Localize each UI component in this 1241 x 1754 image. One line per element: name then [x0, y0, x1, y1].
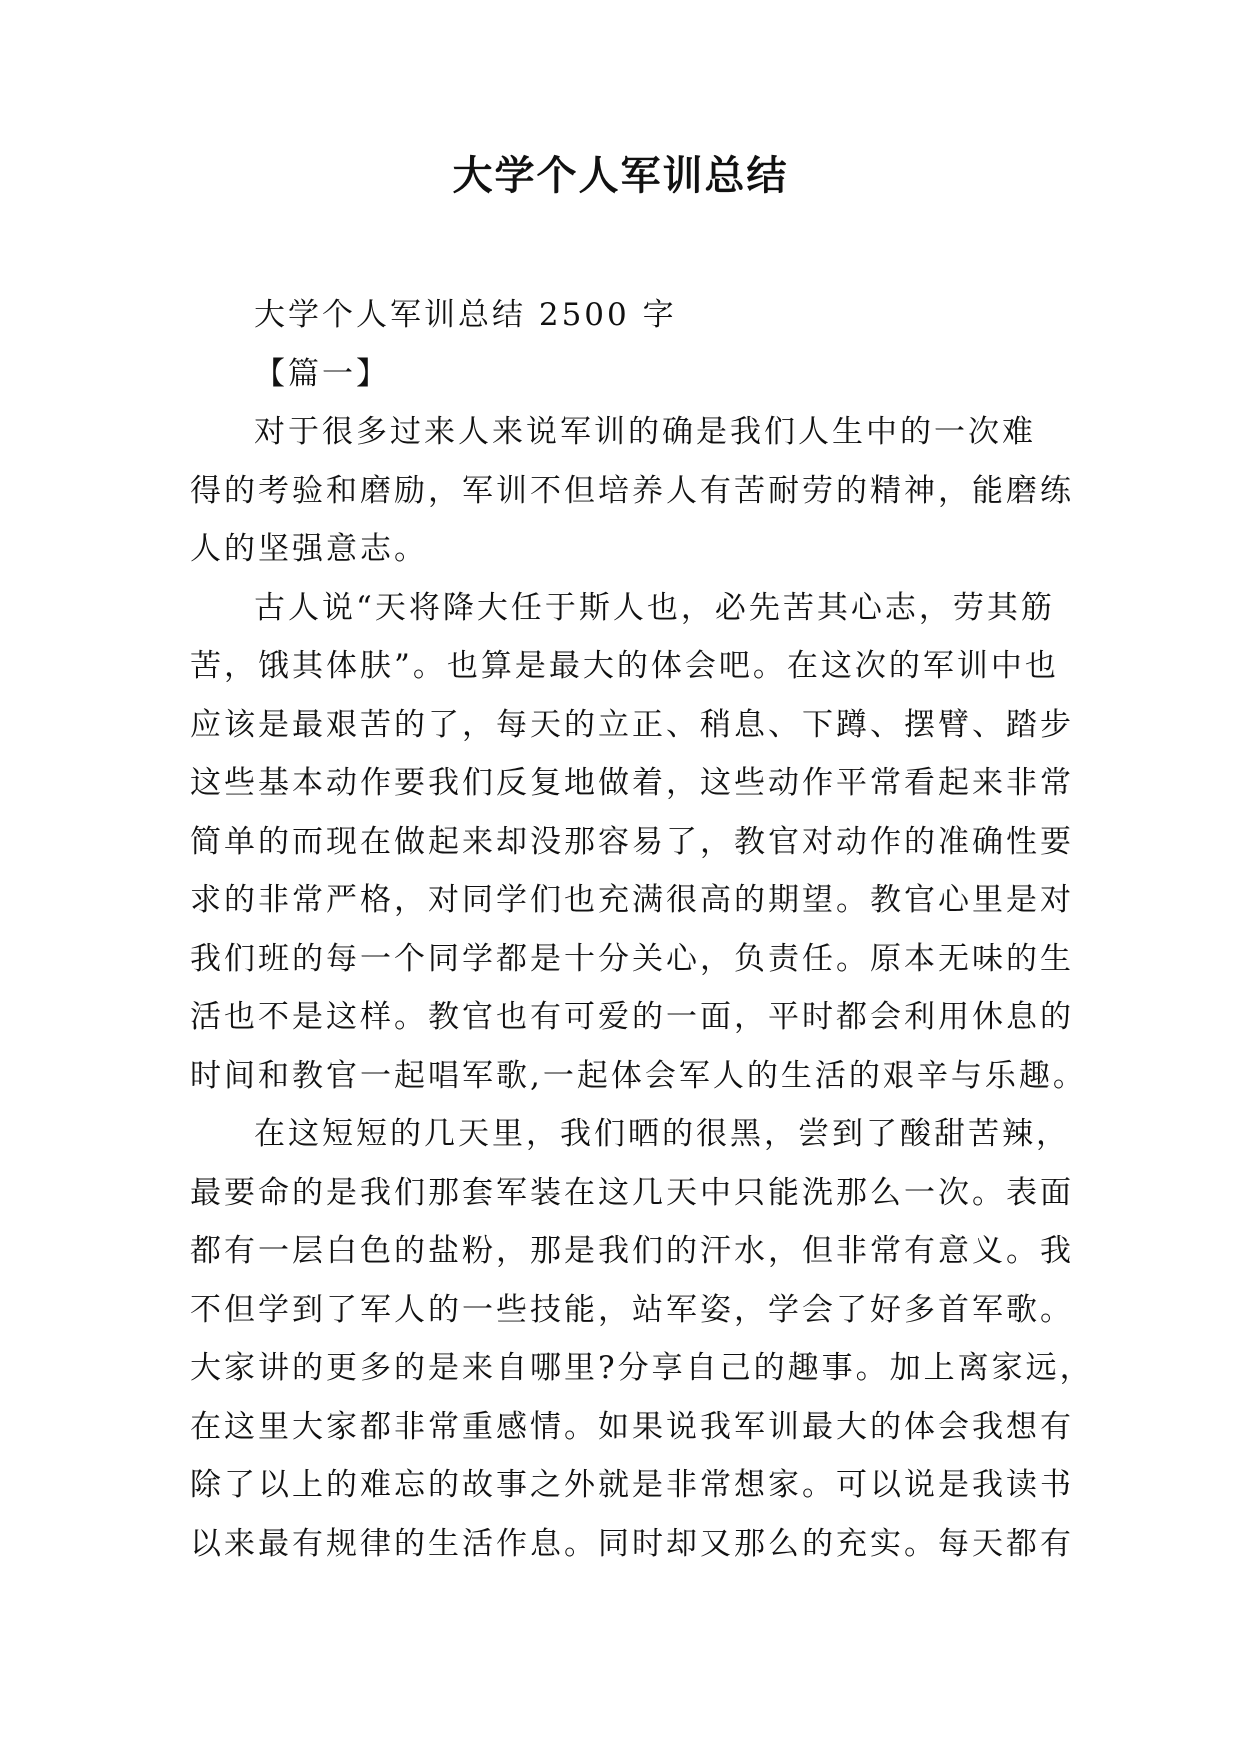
section-heading: 【篇一】 — [254, 355, 390, 392]
paragraph-line: 人的坚强意志。 — [190, 531, 428, 567]
paragraph-line: 简单的而现在做起来却没那容易了，教官对动作的准确性要 — [190, 823, 1074, 860]
document-body — [190, 286, 1094, 1573]
paragraph-line: 在这短短的几天里，我们晒的很黑，尝到了酸甜苦辣， — [254, 1116, 1070, 1152]
paragraph-line: 以来最有规律的生活作息。同时却又那么的充实。每天都有 — [190, 1525, 1074, 1562]
document-subtitle: 大学个人军训总结 2500 字 — [254, 297, 677, 333]
paragraph-line: 我们班的每一个同学都是十分关心，负责任。原本无味的生 — [190, 940, 1074, 977]
paragraph-line: 在这里大家都非常重感情。如果说我军训最大的体会我想有 — [190, 1408, 1074, 1445]
paragraph-line: 不但学到了军人的一些技能，站军姿，学会了好多首军歌。 — [190, 1291, 1074, 1328]
paragraph-line: 除了以上的难忘的故事之外就是非常想家。可以说是我读书 — [190, 1467, 1074, 1503]
paragraph-line: 都有一层白色的盐粉，那是我们的汗水，但非常有意义。我 — [190, 1233, 1074, 1269]
paragraph-line: 大家讲的更多的是来自哪里?分享自己的趣事。加上离家远， — [190, 1350, 1094, 1386]
paragraph-line: 应该是最艰苦的了，每天的立正、稍息、下蹲、摆臂、踏步 — [190, 706, 1074, 743]
paragraph-line: 时间和教官一起唱军歌,一起体会军人的生活的艰辛与乐趣。 — [190, 1057, 1087, 1094]
paragraph-line: 得的考验和磨励，军训不但培养人有苦耐劳的精神，能磨练 — [190, 472, 1074, 509]
paragraph-line: 求的非常严格，对同学们也充满很高的期望。教官心里是对 — [190, 882, 1074, 918]
paragraph-line: 最要命的是我们那套军装在这几天中只能洗那么一次。表面 — [190, 1174, 1074, 1211]
paragraph-line: 苦，饿其体肤”。也算是最大的体会吧。在这次的军训中也 — [190, 648, 1059, 684]
paragraph-line: 活也不是这样。教官也有可爱的一面，平时都会利用休息的 — [190, 999, 1074, 1035]
document-title: 大学个人军训总结 — [452, 153, 789, 199]
paragraph-line: 对于很多过来人来说军训的确是我们人生中的一次难 — [254, 414, 1036, 450]
paragraph-line: 古人说“天将降大任于斯人也，必先苦其心志，劳其筋 — [254, 589, 1055, 626]
paragraph-line: 这些基本动作要我们反复地做着，这些动作平常看起来非常 — [190, 765, 1074, 801]
